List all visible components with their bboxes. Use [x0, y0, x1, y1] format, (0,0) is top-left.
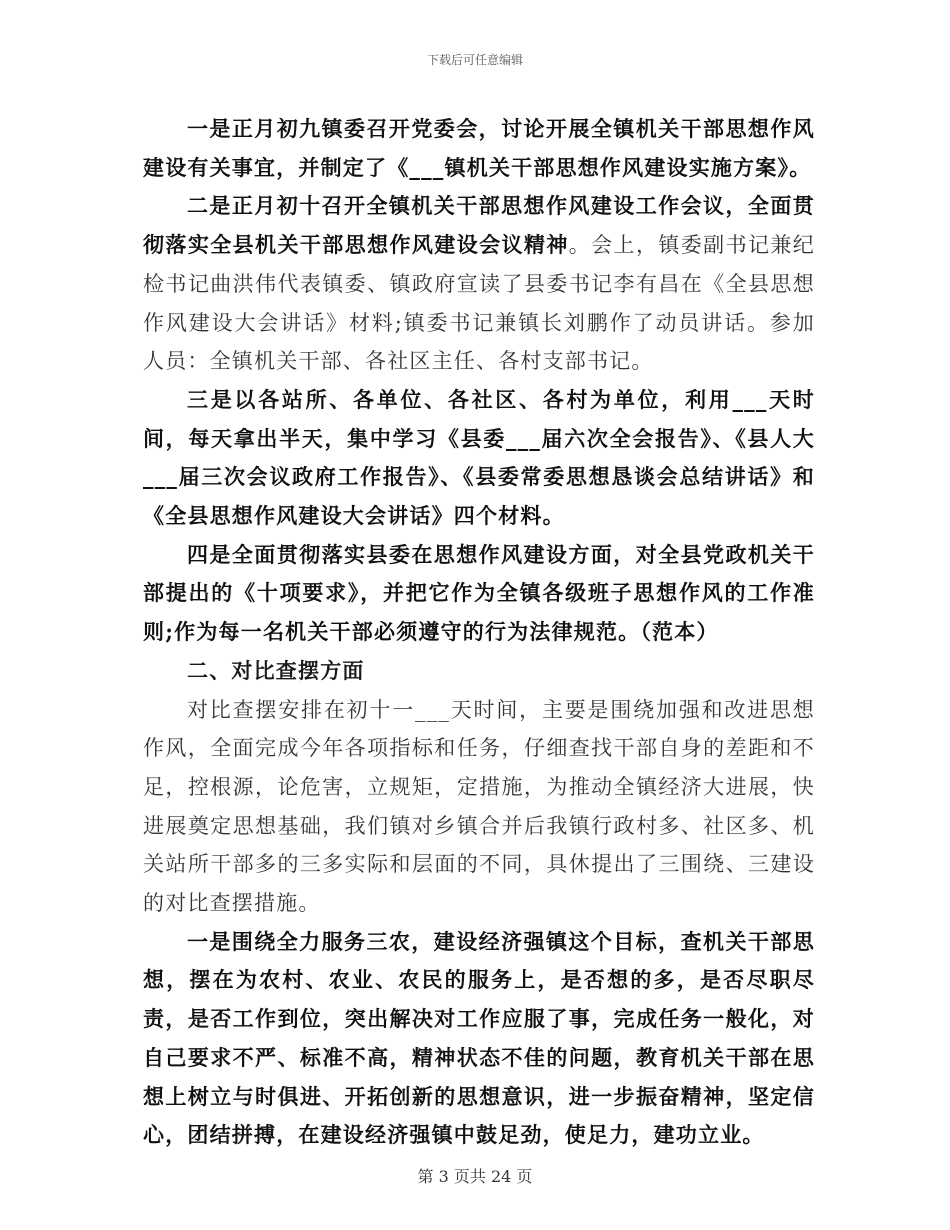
paragraph-4: 四是全面贯彻落实县委在思想作风建设方面，对全县党政机关干部提出的《十项要求》，并把它作为全镇各级班子思想作风的工作准则;作为每一名机关干部必须遵守的行为法律规范。（范本）	[143, 541, 815, 645]
paragraph-6: 一是围绕全力服务三农，建设经济强镇这个目标，查机关干部思想，摆在为农村、农业、农民的服务上，是否想的多，是否尽职尽责，是否工作到位，突出解决对工作应服了事，完成任务一般化，对自己要求不严、标准不高，精神状态不佳的问题，教育机关干部在思想上树立与时俱进、开拓创新的思想意识，进一步振奋精神，坚定信心，团结拼搏，在建设经济强镇中鼓足劲，使足力，建功立业。	[143, 928, 815, 1148]
page-number-footer: 第 3 页共 24 页	[417, 1167, 533, 1186]
paragraph-2-body: 。会上，镇委副书记兼纪检书记曲洪伟代表镇委、镇政府宣读了县委书记李有昌在《全县思想作风建设大会讲话》材料;镇委书记兼镇长刘鹏作了动员讲话。参加人员：全镇机关干部、各社区主任、各村支部书记。	[143, 233, 815, 374]
paragraph-5: 对比查摆安排在初十一___天时间，主要是围绕加强和改进思想作风，全面完成今年各项指标和任务，仔细查找干部自身的差距和不足，控根源，论危害，立规矩，定措施，为推动全镇经济大进展，快进展奠定思想基础，我们镇对乡镇合并后我镇行政村多、社区多、机关站所干部多的三多实际和层面的不同，具休提出了三围绕、三建设的对比查摆措施。	[143, 697, 815, 916]
paragraph-3: 三是以各站所、各单位、各社区、各村为单位，利用___天时间，每天拿出半天，集中学习《县委___届六次全会报告》、《县人大___届三次会议政府工作报告》、《县委常委思想恳谈会总结讲话》和《全县思想作风建设大会讲话》四个材料。	[143, 386, 815, 529]
page-header: 下载后可任意编辑	[426, 53, 523, 67]
section-heading: 二、对比查摆方面	[187, 657, 365, 683]
paragraph-2-bold-lead: 二是正月初十召开全镇机关干部思想作风建设工作会议，全面贯彻落实全县机关干部思想作风建设会议精神	[143, 193, 815, 258]
paragraph-1: 一是正月初九镇委召开党委会，讨论开展全镇机关干部思想作风建设有关事宜，并制定了《___镇机关干部思想作风建设实施方案》。	[143, 116, 815, 180]
document-body	[143, 110, 815, 1155]
paragraph-2	[143, 187, 815, 381]
